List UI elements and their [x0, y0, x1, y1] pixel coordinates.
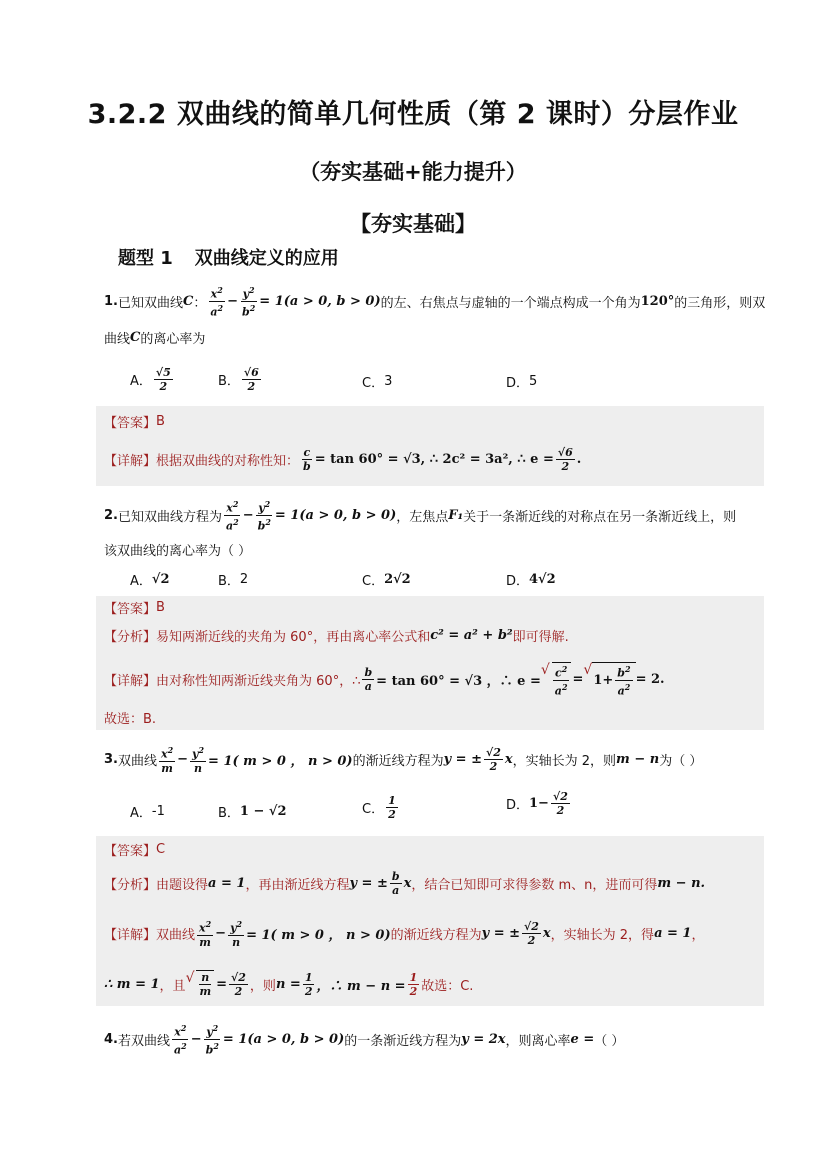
q2-answer: 【答案】 B [104, 600, 165, 617]
q2-analysis: 【分析】 易知两渐近线的夹角为 60°，再由离心率公式和 c² = a² + b² 即可得解. [104, 628, 569, 645]
q3-option-d: D． 1− $\frac{√2}{2}$ [506, 790, 568, 817]
q2-option-c: C． 2√2 [362, 572, 411, 589]
q3-detail: 【详解】 双曲线 $\frac{x^2}{m}$ − $\frac{y^2}{n}$ = 1( m > 0 ， n > 0) 的渐近线方程为 y = ± $\frac{√2}{2}$ x ，实轴长为 2，得 a = 1 ， [104, 919, 705, 949]
section-heading: 【夯实基础】 [350, 212, 476, 236]
question-type-name: 双曲线定义的应用 [194, 248, 339, 269]
q2-conclusion: 故选：B. [104, 712, 157, 727]
q3-answer: 【答案】 C [104, 842, 166, 859]
q2-option-d: D． 4√2 [506, 572, 556, 589]
page-title: 3.2.2 双曲线的简单几何性质（第 2 课时）分层作业 [87, 99, 739, 130]
question-type-label: 题型 1 [118, 248, 173, 269]
q3-option-b: B． 1 − √2 [218, 804, 287, 821]
q2-option-a: A． √2 [130, 572, 170, 589]
q1-stem-line1: 1. 已知双曲线 C ： $\frac{x^2}{a^2}$ − $\frac{y^2}{b^2}$ = 1(a > 0, b > 0) 的左、右焦点与虚轴的一个端点构成一个角为 120° 的三角形，则双 [104, 285, 766, 319]
q2-stem-line1: 2. 已知双曲线方程为 $\frac{x^2}{a^2}$ − $\frac{y^2}{b^2}$ = 1(a > 0, b > 0) ，左焦点 F₁ 关于一条渐近线的对称点在另一条渐近线上，则 [104, 499, 737, 533]
q3-analysis: 【分析】 由题设得 a = 1 ，再由渐近线方程 y = ± $\frac{b}{a}$ x ，结合已知即可求得参数 m、n，进而可得 m − n. [104, 870, 706, 897]
q1-option-c: C． 3 [362, 374, 393, 391]
page-subtitle: （夯实基础+能力提升） [299, 160, 527, 184]
q1-answer: 【答案】 B [104, 414, 165, 431]
q3-option-a: A． -1 [130, 804, 165, 821]
q3-detail-line2: ∴ m = 1 ，且 √ $\frac{n}{m}$ = $\frac{√2}{2}$ ，则 n = $\frac{1}{2}$ ，∴ m − n = $\frac{1}{2}$ 故选：C. [104, 970, 474, 998]
q1-stem-line2: 曲线 C 的离心率为 [104, 330, 206, 347]
q1-option-a: A． $\frac{√5}{2}$ [130, 366, 171, 393]
q3-stem-line1: 3. 双曲线 $\frac{x^2}{m}$ − $\frac{y^2}{n}$ = 1( m > 0 ， n > 0) 的渐近线方程为 y = ± $\frac{√2}{2}$ x ，实轴长为 2，则 m − n 为（ ） [104, 745, 703, 775]
q4-stem-line1: 4. 若双曲线 $\frac{x^2}{a^2}$ − $\frac{y^2}{b^2}$ = 1(a > 0, b > 0) 的一条渐近线方程为 y = 2x ，则离心率 e = （ ） [104, 1023, 625, 1057]
q2-stem-line2: 该双曲线的离心率为（ ） [104, 544, 252, 559]
question-type-heading [118, 244, 339, 270]
q2-detail: 【详解】 由对称性知两渐近线夹角为 60°，∴ $\frac{b}{a}$ = tan 60° = √3 ，∴ e = √ $\frac{c^2}{a^2}$ = √ 1+ $\frac{b^2}{a^2}$ = 2. [104, 662, 665, 698]
q3-option-c: C． $\frac{1}{2}$ [362, 794, 396, 821]
fraction: $\frac{x^2}{a^2}$ [210, 285, 224, 319]
q1-option-b: B． $\frac{√6}{2}$ [218, 366, 259, 393]
q1-detail: 【详解】 根据双曲线的对称性知： $\frac{c}{b}$ = tan 60° = √3, ∴ 2c² = 3a², ∴ e = $\frac{√6}{2}$ . [104, 446, 582, 473]
q2-option-b: B． 2 [218, 572, 249, 589]
q1-option-d: D． 5 [506, 374, 538, 391]
fraction: $\frac{y^2}{b^2}$ [242, 285, 256, 319]
